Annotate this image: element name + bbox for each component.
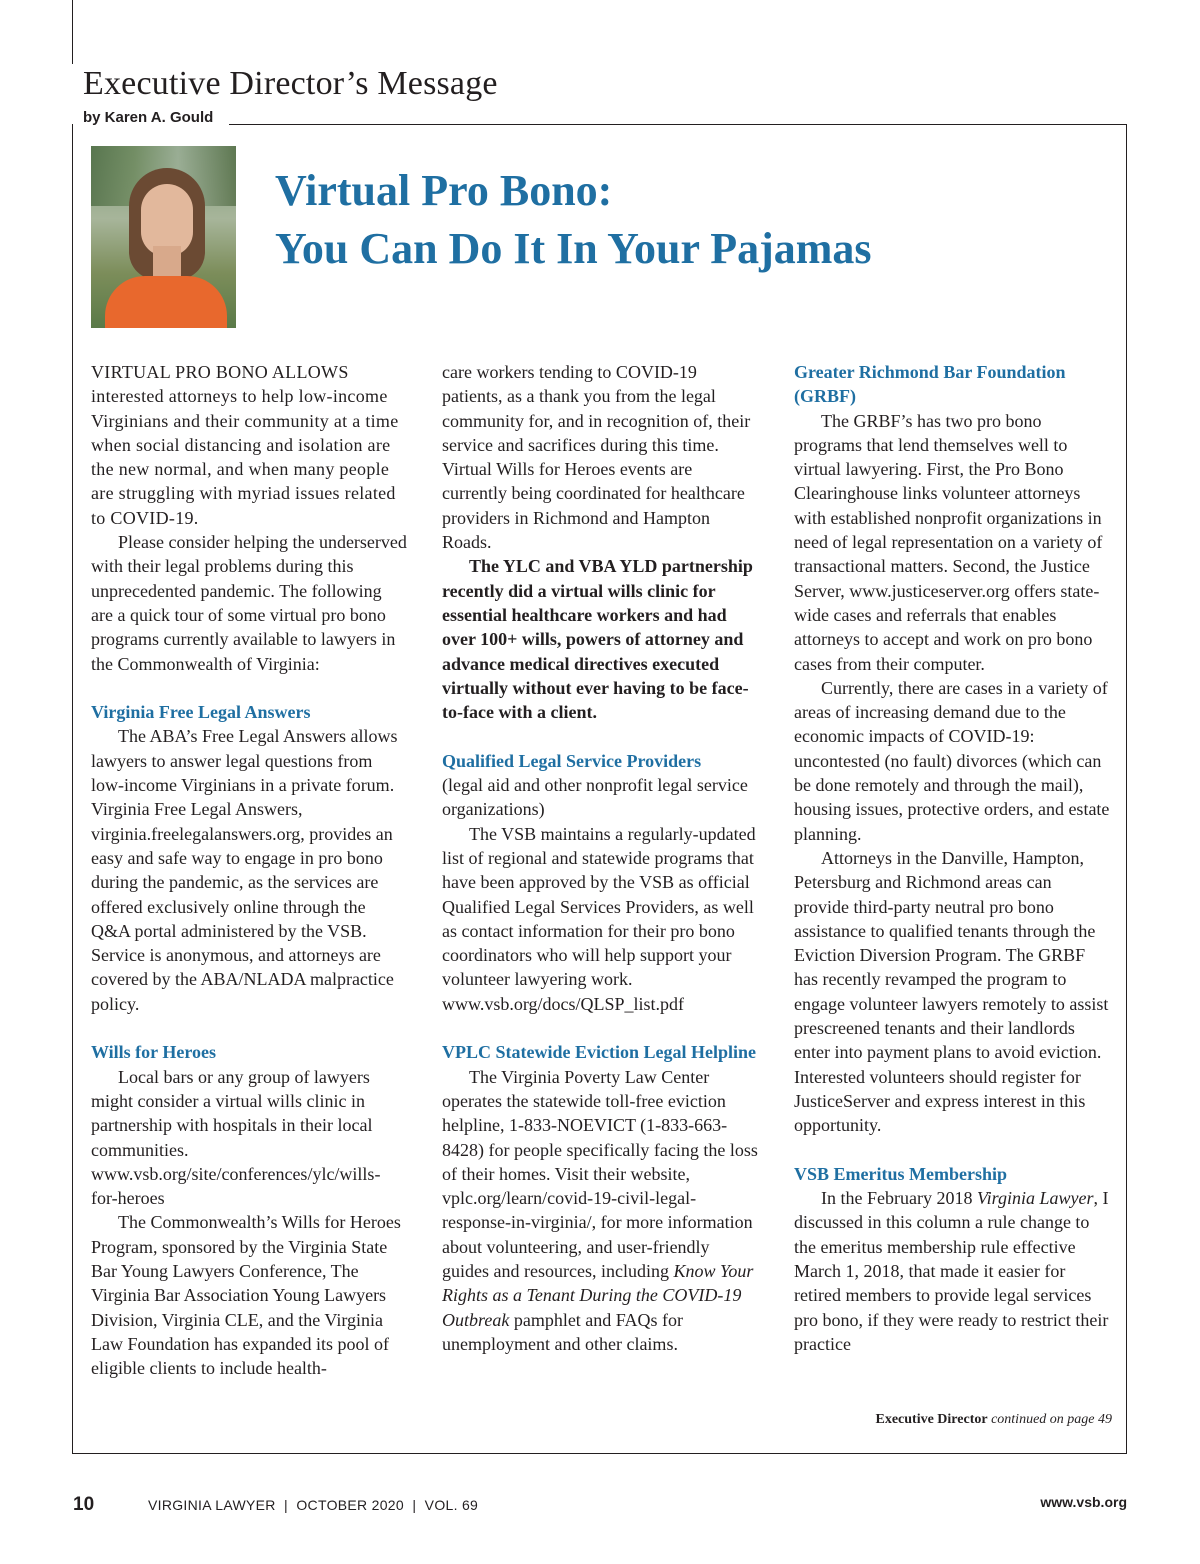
column-1 bbox=[91, 360, 407, 1380]
bold-paragraph: The YLC and VBA YLD partnership recently did a virtual wills clinic for essential healthcare workers and had over 100+ wills, powers of attorney and advance medical directives executed virtually without ever having to be face-to-face with a client. bbox=[442, 556, 753, 723]
photo-shirt bbox=[105, 276, 227, 328]
subheading-vsb-emeritus-membership: VSB Emeritus Membership bbox=[794, 1163, 1007, 1184]
paragraph: care workers tending to COVID-19 patients, as a thank you from the legal community for, and in recognition of, their service and sacrifices during this time. Virtual Wills for Heroes events are currently being coordinated for healthcare providers in Richmond and Hampton Roads. bbox=[442, 362, 751, 553]
paragraph: In the February 2018 Virginia Lawyer, I discussed in this column a rule change to the emeritus membership rule effective March 1, 2018, that made it easier for retired members to provide legal services pro bono, if they were ready to restrict their practice bbox=[794, 1188, 1109, 1354]
column-3 bbox=[794, 360, 1110, 1356]
article-headline bbox=[275, 162, 872, 278]
headline-line-2: You Can Do It In Your Pajamas bbox=[275, 224, 872, 273]
section-title: Executive Director’s Message bbox=[83, 65, 498, 102]
page-number: 10 bbox=[73, 1494, 95, 1515]
column-2 bbox=[442, 360, 758, 1356]
intro-paragraph: VIRTUAL PRO BONO ALLOWS interested attorneys to help low-income Virginians and their community at a time when social distancing and isolation are the new normal, and when many people are struggling with myriad issues related to COVID-19. bbox=[91, 362, 399, 528]
paragraph: The VSB maintains a regularly-updated list of regional and statewide programs that have been approved by the VSB as official Qualified Legal Services Providers, as well as contact information for their pro bono coordinators who will help support your volunteer lawyering work. www.vsb.org/docs/QLSP_list.pdf bbox=[442, 823, 756, 1014]
subheading-greater-richmond-bar-foundation: Greater Richmond Bar Foundation (GRBF) bbox=[794, 362, 1066, 407]
paragraph: The ABA’s Free Legal Answers allows lawyers to answer legal questions from low-income Virginians in a private forum. Virginia Free Legal Answers, virginia.freelegalanswers.org, provides an easy and safe way to engage in pro bono during the pandemic, as the services are offered exclusively online through the Q&A portal administered by the VSB. Service is anonymous, and attorneys are covered by the ABA/NLADA malpractice policy. bbox=[91, 726, 398, 1014]
subheading-vplc-eviction-helpline: VPLC Statewide Eviction Legal Helpline bbox=[442, 1042, 756, 1063]
paragraph: The Commonwealth’s Wills for Heroes Program, sponsored by the Virginia State Bar Young Lawyers Conference, The Virginia Bar Association Young Lawyers Division, Virginia CLE, and the Virginia Law Foundation has expanded its pool of eligible clients to include health- bbox=[91, 1212, 401, 1379]
subheading-virginia-free-legal-answers: Virginia Free Legal Answers bbox=[91, 702, 311, 723]
paragraph: Currently, there are cases in a variety of areas of increasing demand due to the economic impacts of COVID-19: uncontested (no fault) divorces (which can be done remotely and through the mail), housing issues, protective orders, and estate planning. bbox=[794, 677, 1110, 844]
subheading-note: (legal aid and other nonprofit legal service organizations) bbox=[442, 775, 748, 820]
left-rule bbox=[72, 0, 73, 64]
publication-title: Virginia Lawyer bbox=[976, 1188, 1094, 1209]
headline-line-1: Virtual Pro Bono: bbox=[275, 166, 613, 215]
paragraph: The Virginia Poverty Law Center operates the statewide toll-free eviction helpline, 1-833-NOEVICT (1-833-663-8428) for people specifically facing the loss of their homes. Visit their website, vplc.org/learn/covid-19-civil-legal-response-in-virginia/, for more information about volunteering, and user-friendly guides and resources, including Know Your Rights as a Tenant During the COVID-19 Outbreak pamphlet and FAQs for unemployment and other claims. bbox=[442, 1066, 758, 1354]
author-photo bbox=[91, 146, 236, 328]
paragraph: Attorneys in the Danville, Hampton, Petersburg and Richmond areas can provide third-party neutral pro bono assistance to qualified tenants through the Eviction Diversion Program. The GRBF has recently revamped the program to engage volunteer lawyers remotely to assist prescreened tenants and their landlords enter into payment plans to avoid eviction. Interested volunteers should register for JusticeServer and express interest in this opportunity. bbox=[794, 847, 1109, 1136]
byline: by Karen A. Gould bbox=[83, 109, 214, 126]
footer-publication: VIRGINIA LAWYER | OCTOBER 2020 | VOL. 69 bbox=[148, 1497, 479, 1513]
footer-url[interactable]: www.vsb.org bbox=[1040, 1494, 1127, 1510]
subheading-wills-for-heroes: Wills for Heroes bbox=[91, 1042, 216, 1063]
paragraph: Please consider helping the underserved with their legal problems during this unprecedented pandemic. The following are a quick tour of some virtual pro bono programs currently available to lawyers in the Commonwealth of Virginia: bbox=[91, 532, 407, 674]
paragraph: The GRBF’s has two pro bono programs that lend themselves well to virtual lawyering. First, the Pro Bono Clearinghouse links volunteer attorneys with established nonprofit organizations in need of legal representation on a variety of transactional matters. Second, the Justice Server, www.justiceserver.org offers state-wide cases and referrals that enables attorneys to accept and work on pro bono cases from their computer. bbox=[794, 410, 1103, 674]
paragraph: Local bars or any group of lawyers might consider a virtual wills clinic in partnership with hospitals in their local communities. www.vsb.org/site/conferences/ylc/wills-for-heroes bbox=[91, 1066, 381, 1209]
continued-note: Executive Director continued on page 49 bbox=[875, 1412, 1112, 1427]
subheading-qualified-legal-service-providers: Qualified Legal Service Providers bbox=[442, 750, 702, 771]
pamphlet-title: Know Your Rights as a Tenant During the COVID-19 Outbreak bbox=[442, 1260, 754, 1330]
